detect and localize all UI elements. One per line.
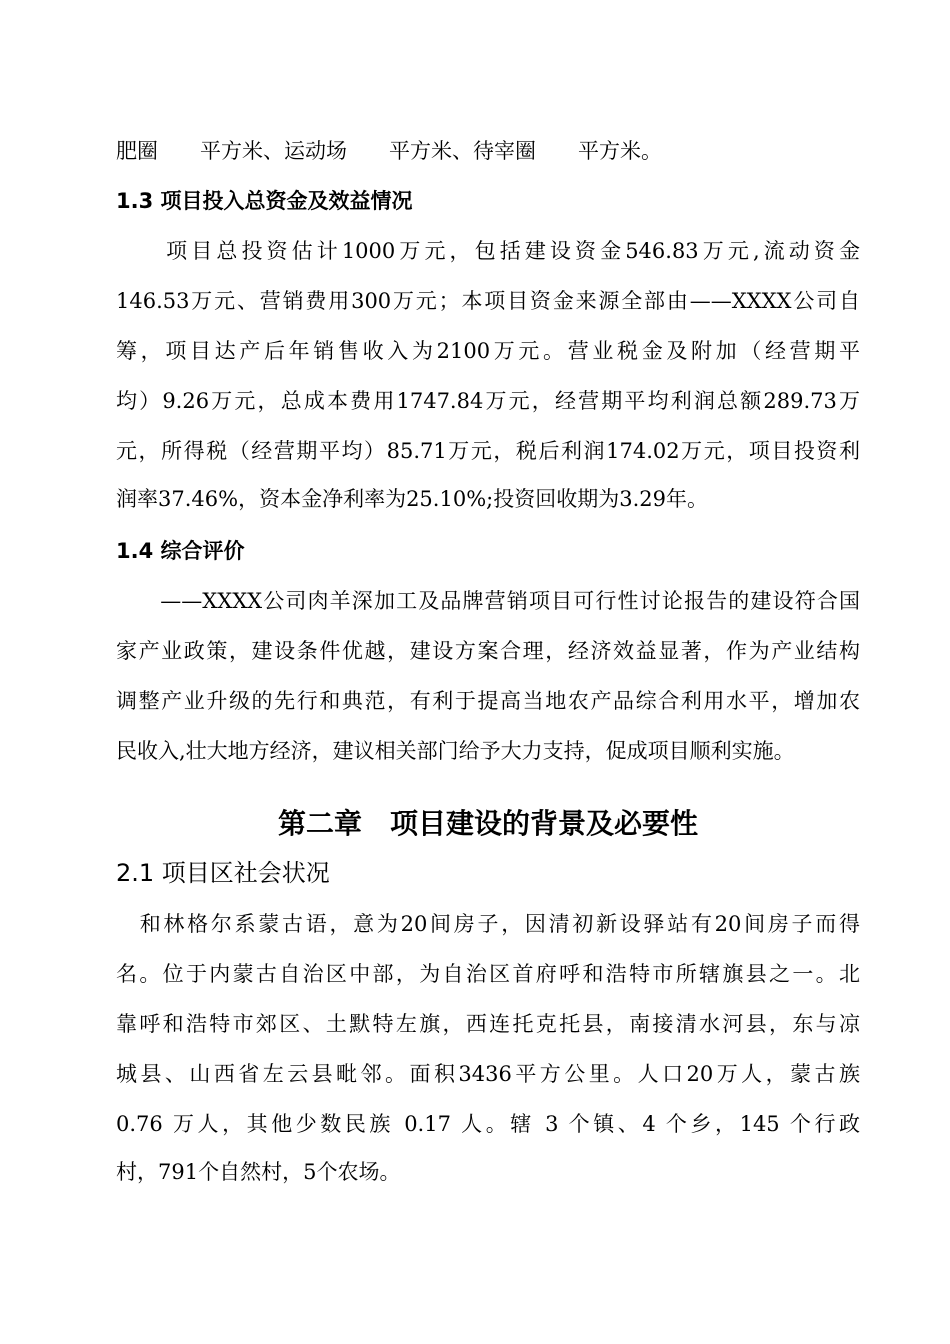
- paragraph-line: 筹，项目达产后年销售收入为2100万元。营业税金及附加（经营期平: [116, 339, 860, 363]
- paragraph-line: 家产业政策，建设条件优越，建设方案合理，经济效益显著，作为产业结构: [116, 639, 860, 663]
- section-heading-1-4: 1.4 综合评价: [116, 539, 245, 563]
- paragraph-line: 元，所得税（经营期平均）85.71万元，税后利润174.02万元，项目投资利: [116, 439, 860, 463]
- body-text-line: 肥圈 平方米、运动场 平方米、待宰圈 平方米。: [116, 139, 662, 163]
- paragraph-line: 靠呼和浩特市郊区、土默特左旗，西连托克托县，南接清水河县，东与凉: [116, 1012, 860, 1036]
- paragraph-line: 润率37.46%，资本金净利率为25.10%;投资回收期为3.29年。: [116, 487, 708, 511]
- paragraph-line: 均）9.26万元，总成本费用1747.84万元，经营期平均利润总额289.73万: [116, 389, 860, 413]
- section-heading-2-1: 2.1 项目区社会状况: [116, 859, 330, 887]
- paragraph-line: 146.53万元、营销费用300万元；本项目资金来源全部由——XXXX公司自: [116, 289, 860, 313]
- paragraph-line: 调整产业升级的先行和典范，有利于提高当地农产品综合利用水平，增加农: [116, 689, 860, 713]
- paragraph-line: 名。位于内蒙古自治区中部，为自治区首府呼和浩特市所辖旗县之一。北: [116, 962, 860, 986]
- paragraph-line: 村，791个自然村，5个农场。: [116, 1160, 401, 1184]
- paragraph-line: 城县、山西省左云县毗邻。面积3436平方公里。人口20万人，蒙古族: [116, 1062, 860, 1086]
- chapter-title: 第二章 项目建设的背景及必要性: [277, 807, 698, 840]
- paragraph-line: 0.76 万人，其他少数民族 0.17 人。辖 3 个镇、4 个乡，145 个行政: [116, 1112, 860, 1136]
- paragraph-line: 项目总投资估计1000万元，包括建设资金546.83万元,流动资金: [116, 239, 860, 263]
- section-heading-1-3: 1.3 项目投入总资金及效益情况: [116, 189, 413, 213]
- paragraph-line: 民收入,壮大地方经济，建议相关部门给予大力支持，促成项目顺利实施。: [116, 739, 795, 763]
- paragraph-line: ——XXXX公司肉羊深加工及品牌营销项目可行性讨论报告的建设符合国: [116, 589, 860, 613]
- paragraph-line: 和林格尔系蒙古语，意为20间房子，因清初新设驿站有20间房子而得: [116, 912, 860, 936]
